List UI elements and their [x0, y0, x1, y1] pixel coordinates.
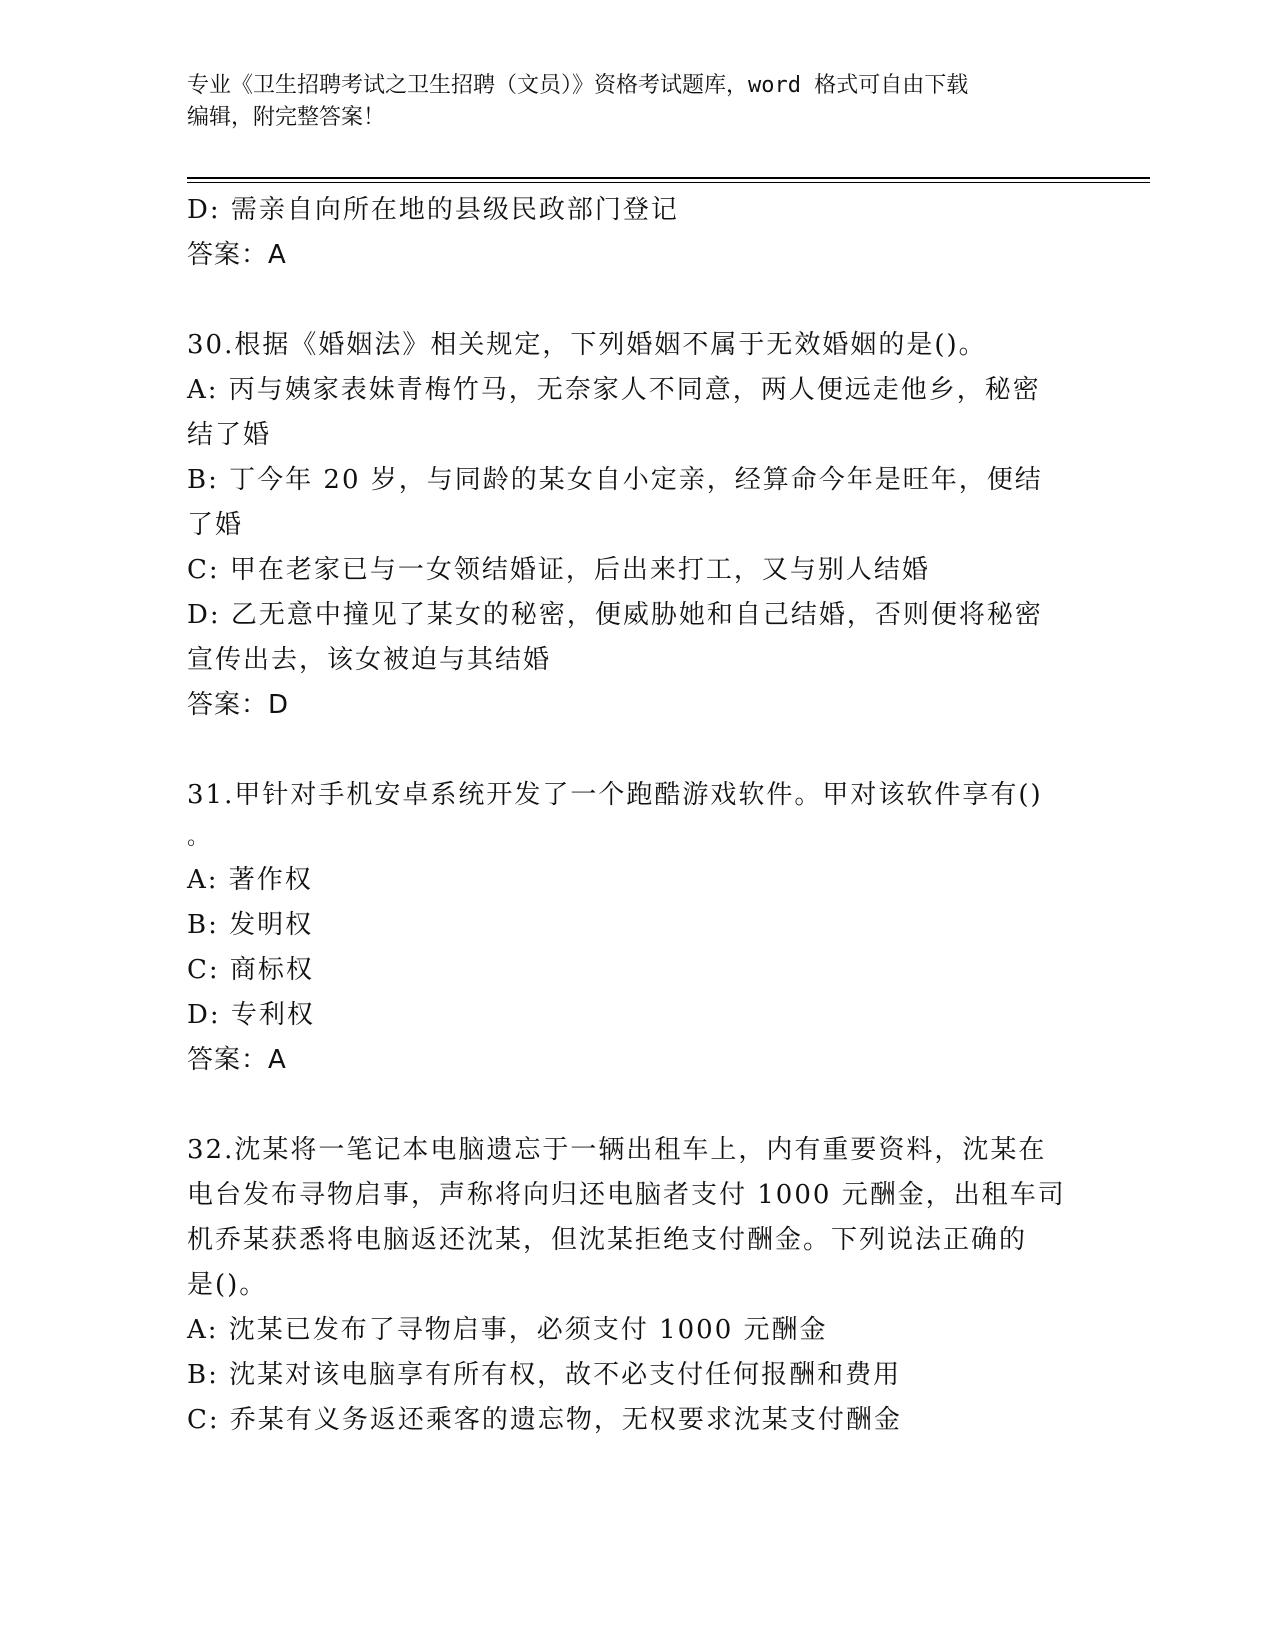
q32-stem-line-3: 机乔某获悉将电脑返还沈某，但沈某拒绝支付酬金。下列说法正确的 — [187, 1225, 1028, 1255]
q32-stem-line-1: 32.沈某将一笔记本电脑遗忘于一辆出租车上，内有重要资料，沈某在 — [187, 1135, 1047, 1165]
q31-option-c: C: 商标权 — [187, 955, 314, 985]
header-rule-thick — [187, 177, 1150, 179]
q31-stem: 31.甲针对手机安卓系统开发了一个跑酷游戏软件。甲对该软件享有() — [187, 780, 1043, 810]
q32-option-b: B: 沈某对该电脑享有所有权，故不必支付任何报酬和费用 — [187, 1360, 902, 1390]
q30-answer: 答案：D — [187, 690, 290, 720]
q30-option-c: C: 甲在老家已与一女领结婚证，后出来打工，又与别人结婚 — [187, 555, 930, 585]
q30-option-b-line-1: B: 丁今年 20 岁，与同龄的某女自小定亲，经算命今年是旺年，便结 — [187, 465, 1043, 495]
prev-option-d: D: 需亲自向所在地的县级民政部门登记 — [187, 195, 679, 225]
q30-option-d-line-2: 宣传出去，该女被迫与其结婚 — [187, 645, 552, 675]
q30-option-a-line-2: 结了婚 — [187, 420, 272, 450]
prev-answer: 答案：A — [187, 240, 287, 270]
q31-option-d: D: 专利权 — [187, 1000, 315, 1030]
q30-option-d-line-1: D: 乙无意中撞见了某女的秘密，便威胁她和自己结婚，否则便将秘密 — [187, 600, 1043, 630]
q30-option-a-line-1: A: 丙与姨家表妹青梅竹马，无奈家人不同意，两人便远走他乡，秘密 — [187, 375, 1041, 405]
spacer — [187, 278, 1087, 323]
q32-stem-line-4: 是()。 — [187, 1270, 268, 1300]
header-line-1: 专业《卫生招聘考试之卫生招聘（文员）》资格考试题库，word 格式可自由下载 — [187, 73, 969, 98]
q31-answer: 答案：A — [187, 1045, 287, 1075]
q31-option-a: A: 著作权 — [187, 865, 313, 895]
q30-stem: 30.根据《婚姻法》相关规定，下列婚姻不属于无效婚姻的是()。 — [187, 330, 987, 360]
q32-option-c: C: 乔某有义务返还乘客的遗忘物，无权要求沈某支付酬金 — [187, 1405, 902, 1435]
q31-option-b: B: 发明权 — [187, 910, 314, 940]
q32-stem-line-2: 电台发布寻物启事，声称将向归还电脑者支付 1000 元酬金，出租车司 — [187, 1180, 1066, 1210]
question-content — [187, 188, 1087, 1443]
q30-option-b-line-2: 了婚 — [187, 510, 244, 540]
page-header — [187, 70, 1067, 134]
q31-stem-end: 。 — [187, 825, 212, 850]
spacer — [187, 1083, 1087, 1128]
header-rule-thin — [187, 182, 1150, 183]
spacer — [187, 728, 1087, 773]
q32-option-a: A: 沈某已发布了寻物启事，必须支付 1000 元酬金 — [187, 1315, 828, 1345]
header-line-2: 编辑，附完整答案！ — [187, 105, 386, 130]
